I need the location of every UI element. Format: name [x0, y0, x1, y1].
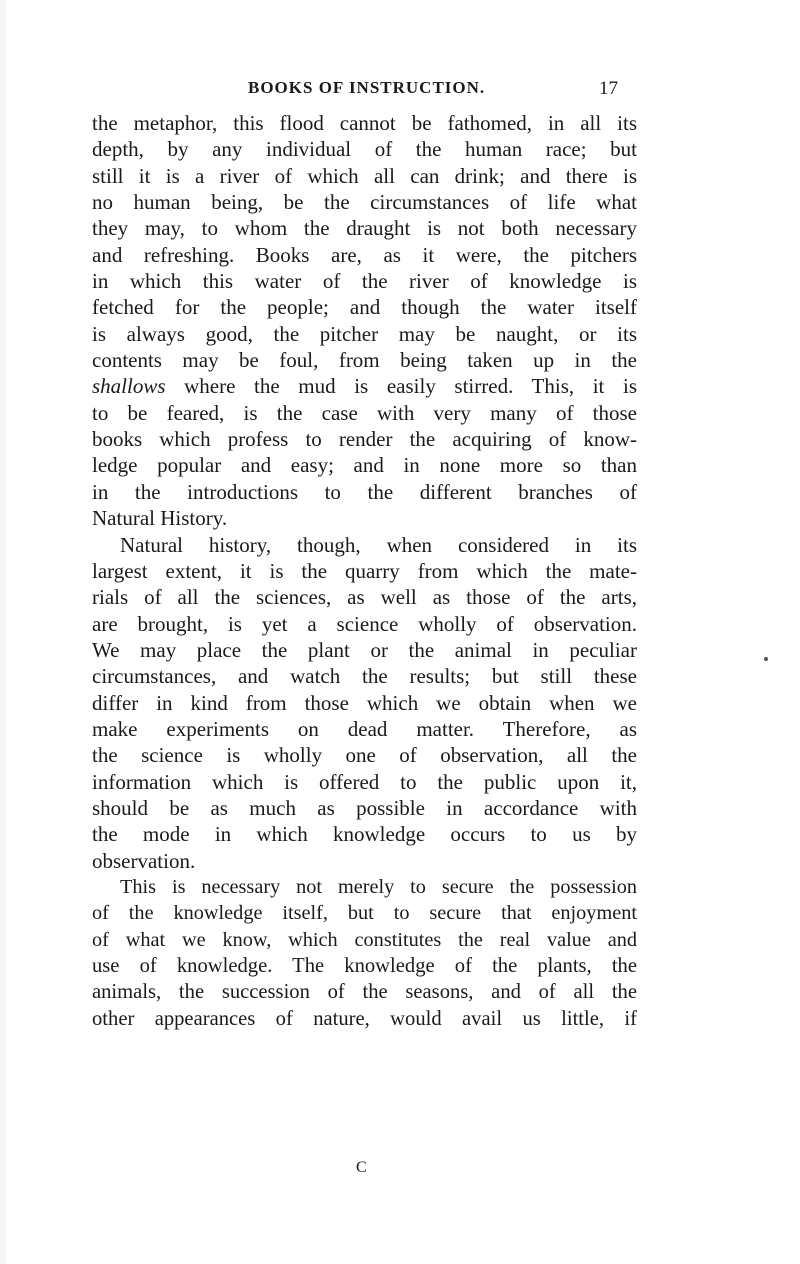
- text-line: in the introductions to the different branches of: [92, 479, 637, 504]
- text-line: contents may be foul, from being taken up in the: [92, 348, 637, 373]
- text-line: make experiments on dead matter. Therefore, as: [92, 716, 637, 741]
- text-line: largest extent, it is the quarry from which the mate-: [92, 558, 637, 583]
- paragraph-end-line: Natural History.: [92, 506, 228, 531]
- text-line: the mode in which knowledge occurs to us by: [92, 822, 637, 847]
- text-line: ledge popular and easy; and in none more so than: [92, 453, 637, 478]
- text-line: they may, to whom the draught is not both necessary: [92, 216, 637, 241]
- text-line: and refreshing. Books are, as it were, the pitchers: [92, 242, 637, 267]
- text-line: no human being, be the circumstances of life what: [92, 190, 637, 215]
- line-suffix: where the mud is easily stirred. This, it is: [165, 374, 637, 399]
- italic-word: shallows: [92, 374, 166, 399]
- text-line: the science is wholly one of observation, all the: [92, 743, 637, 768]
- text-line: animals, the succession of the seasons, and of all the: [92, 981, 637, 1004]
- text-line: other appearances of nature, would avail us little, if: [92, 1007, 637, 1030]
- text-line: differ in kind from those which we obtain when we: [92, 690, 637, 715]
- text-line: information which is offered to the public upon it,: [92, 769, 637, 794]
- text-line: of the knowledge itself, but to secure that enjoyment: [92, 902, 637, 925]
- text-line: use of knowledge. The knowledge of the plants, the: [92, 955, 637, 977]
- text-line: the metaphor, this flood cannot be fathomed, in all its: [92, 111, 637, 135]
- text-line: are brought, is yet a science wholly of observation.: [92, 611, 637, 636]
- text-line: rials of all the sciences, as well as those of the arts,: [92, 585, 637, 610]
- text-line: of what we know, which constitutes the real value and: [92, 928, 637, 951]
- text-line: fetched for the people; and though the water itself: [92, 295, 637, 320]
- running-head: BOOKS OF INSTRUCTION.: [248, 78, 486, 97]
- text-line: should be as much as possible in accordance with: [92, 795, 637, 820]
- text-line: to be feared, is the case with very many of those: [92, 400, 637, 425]
- text-line: depth, by any individual of the human race; but: [92, 137, 637, 162]
- text-line: is always good, the pitcher may be naught, or its: [92, 321, 637, 346]
- paragraph-start-line: Natural history, though, when considered in its: [120, 532, 637, 557]
- text-line: circumstances, and watch the results; but still these: [92, 664, 637, 689]
- text-line: books which profess to render the acquiring of know-: [92, 427, 637, 452]
- page-number: 17: [599, 78, 618, 99]
- text-line: in which this water of the river of knowledge is: [92, 269, 637, 294]
- page-edge-shadow: [0, 0, 6, 1264]
- body-text: [92, 110, 637, 1032]
- text-line: still it is a river of which all can drink; and there is: [92, 163, 637, 188]
- margin-speck: [764, 657, 768, 661]
- page-header: [248, 78, 618, 104]
- signature-mark: C: [356, 1159, 367, 1176]
- text-line: We may place the plant or the animal in peculiar: [92, 637, 637, 662]
- paragraph-start-line: This is necessary not merely to secure the possession: [120, 875, 637, 898]
- text-line-with-italic: [92, 373, 637, 399]
- paragraph-end-line: observation.: [92, 848, 196, 873]
